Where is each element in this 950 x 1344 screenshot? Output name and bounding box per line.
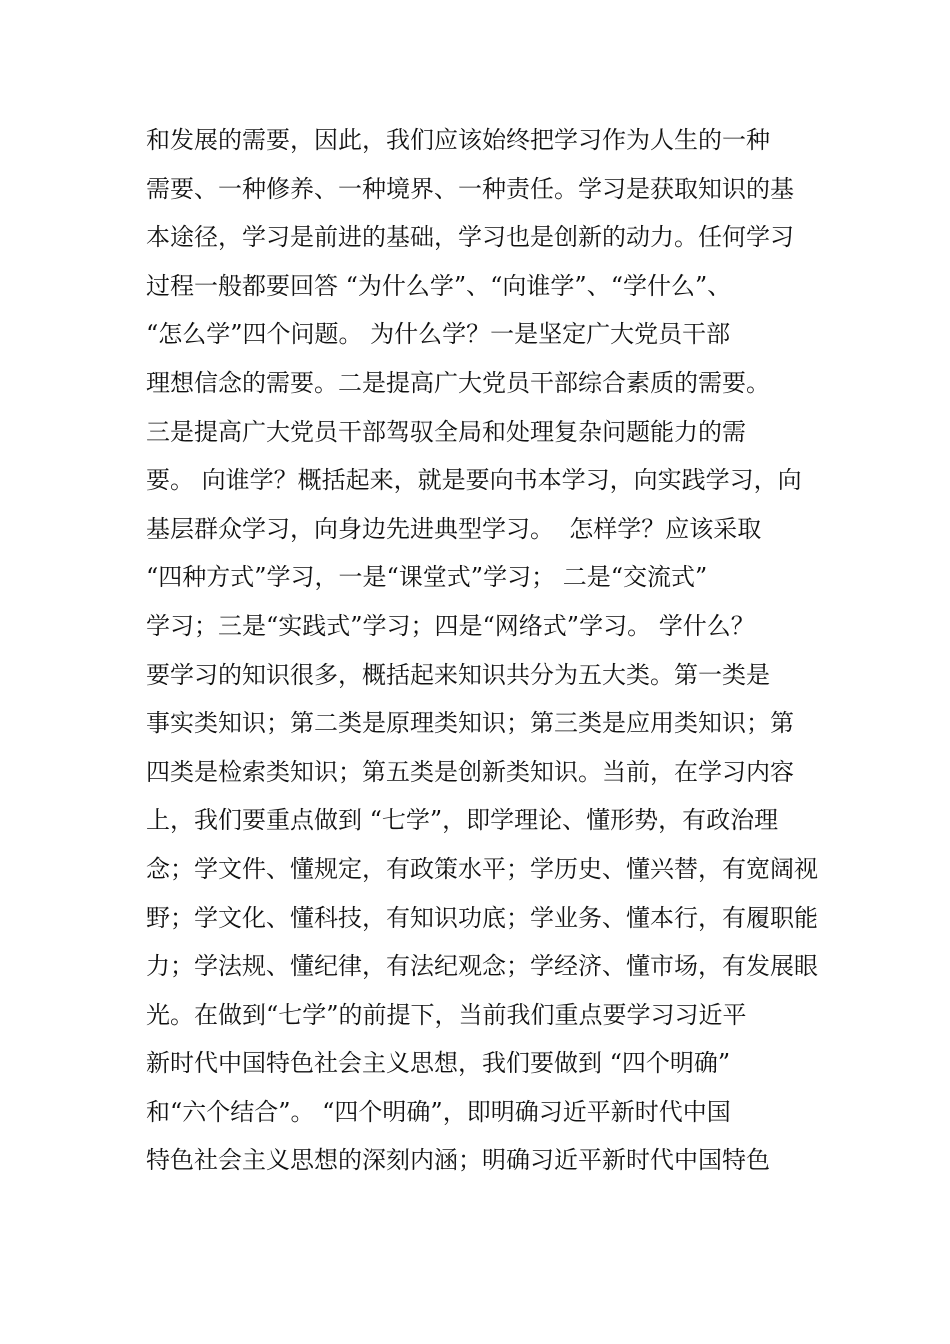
- text-line: 学习；三是“实践式”学习；四是“网络式”学习。 学什么？: [146, 611, 755, 640]
- text-line: 需要、一种修养、一种境界、一种责任。学习是获取知识的基: [146, 174, 794, 203]
- text-line: 和发展的需要，因此，我们应该始终把学习作为人生的一种: [146, 126, 770, 154]
- text-line: “怎么学”四个问题。 为什么学？一是坚定广大党员干部: [146, 320, 731, 349]
- text-line: 光。在做到“七学”的前提下，当前我们重点要学习习近平: [146, 1000, 747, 1029]
- text-line: 本途径，学习是前进的基础，学习也是创新的动力。任何学习: [146, 223, 794, 252]
- text-line: 基层群众学习，向身边先进典型学习。 怎样学？应该采取: [146, 514, 762, 543]
- text-line: 上，我们要重点做到 “七学”，即学理论、懂形势，有政治理: [146, 806, 779, 835]
- text-line: 念；学文件、懂规定，有政策水平；学历史、懂兴替，有宽阔视: [146, 854, 818, 883]
- body-text: [146, 116, 826, 1185]
- text-line: “四种方式”学习，一是“课堂式”学习； 二是“交流式”: [146, 563, 708, 592]
- text-line: 要。 向谁学？概括起来，就是要向书本学习，向实践学习，向: [146, 466, 802, 495]
- text-line: 四类是检索类知识；第五类是创新类知识。当前，在学习内容: [146, 757, 794, 786]
- text-line: 理想信念的需要。二是提高广大党员干部综合素质的需要。: [146, 368, 770, 397]
- text-line: 事实类知识；第二类是原理类知识；第三类是应用类知识；第: [146, 709, 794, 738]
- text-line: 和“六个结合”。 “四个明确”，即明确习近平新时代中国: [146, 1097, 731, 1126]
- text-line: 新时代中国特色社会主义思想，我们要做到 “四个明确”: [146, 1049, 731, 1078]
- text-line: 过程一般都要回答 “为什么学”、“向谁学”、“学什么”、: [146, 271, 732, 300]
- text-line: 要学习的知识很多，概括起来知识共分为五大类。第一类是: [146, 660, 770, 689]
- text-line: 特色社会主义思想的深刻内涵；明确习近平新时代中国特色: [146, 1146, 770, 1175]
- text-line: 力；学法规、懂纪律，有法纪观念；学经济、懂市场，有发展眼: [146, 952, 818, 981]
- text-line: 三是提高广大党员干部驾驭全局和处理复杂问题能力的需: [146, 417, 746, 446]
- text-line: 野；学文化、懂科技，有知识功底；学业务、懂本行，有履职能: [146, 903, 818, 932]
